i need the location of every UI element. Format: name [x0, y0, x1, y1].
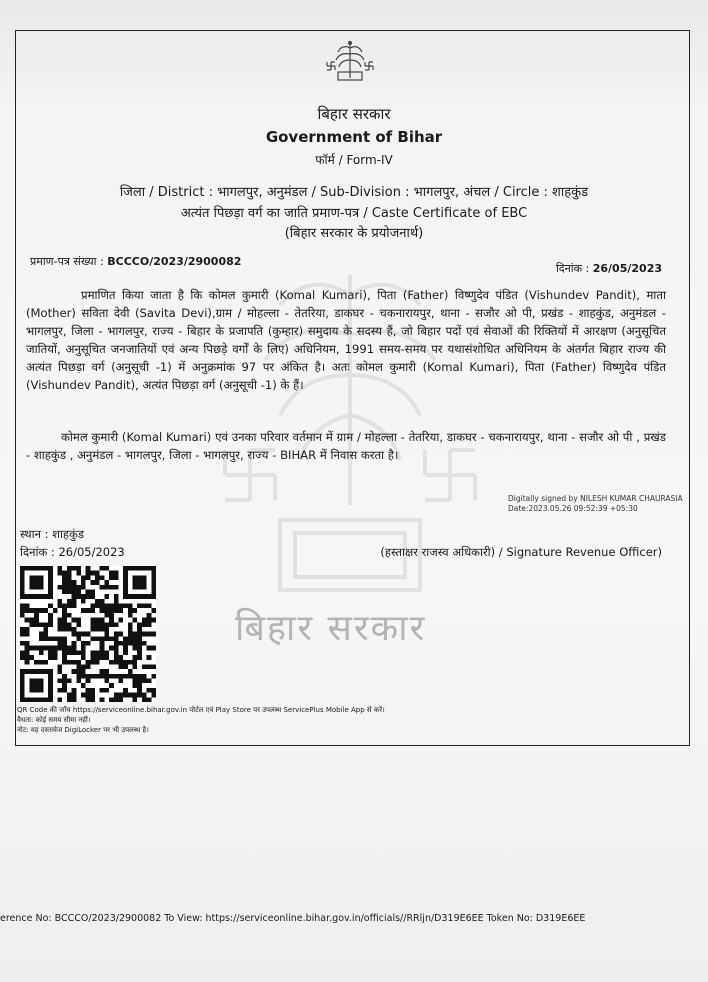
digital-signature [508, 494, 683, 514]
certificate-number-value: BCCCO/2023/2900082 [107, 255, 242, 268]
certificate-purpose: (बिहार सरकार के प्रयोजनार्थ) [284, 226, 424, 241]
bihar-emblem-icon [322, 38, 378, 88]
place-of-issue: स्थान : शाहकुंड [20, 527, 85, 541]
officer-signature: (हस्ताक्षर राजस्व अधिकारी) / Signature Revenue Officer) [380, 545, 662, 559]
reference-footer: erence No: BCCCO/2023/2900082 To View: https://serviceonline.bihar.gov.in/officials//RRljn/D319E6EE Token No: D319E6EE [0, 913, 586, 924]
issue-date-label: दिनांक : [555, 262, 590, 275]
qr-note-line2: वैधता: कोई समय सीमा नहीं। [17, 716, 91, 724]
certificate-number [30, 254, 241, 269]
qr-code [20, 566, 156, 702]
footer-date: दिनांक : 26/05/2023 [20, 545, 125, 559]
jurisdiction-line: जिला / District : भागलपुर, अनुमंडल / Sub-Division : भागलपुर, अंचल / Circle : शाहकुंड [119, 185, 589, 200]
residence-paragraph: कोमल कुमारी (Komal Kumari) एवं उनका परिवार वर्तमान में ग्राम / मोहल्ला - तेतरिया, डाकघर - चकनारायपुर, थाना - सजौर ओ पी , प्रखंड - शाहकुंड , अनुमंडल - भागलपुर, जिला - भागलपुर, राज्य - BIHAR में निवास करता है। [26, 430, 666, 462]
government-hindi: बिहार सरकार [317, 105, 391, 123]
issue-date-value: 26/05/2023 [592, 262, 662, 275]
watermark-text: बिहार सरकार [235, 608, 427, 649]
issue-date [556, 261, 662, 276]
certificate-title: अत्यंत पिछड़ा वर्ग का जाति प्रमाण-पत्र / Caste Certificate of EBC [180, 206, 528, 221]
digital-signature-signer: Digitally signed by NILESH KUMAR CHAURASIA [508, 494, 683, 503]
form-number: फॉर्म / Form-IV [315, 153, 393, 167]
qr-note-line3: नोट: यह दस्तावेज DigiLocker पर भी उपलब्ध है। [17, 726, 149, 734]
qr-note-line1: QR Code की जाँच https://serviceonline.bihar.gov.in पोर्टल एवं Play Store पर उपलब्ध ServicePlus Mobile App से करें। [17, 706, 385, 714]
certificate-number-label: प्रमाण-पत्र संख्या : [30, 255, 104, 268]
government-english: Government of Bihar [265, 128, 443, 146]
digital-signature-date: Date:2023.05.26 09:52:39 +05:30 [508, 504, 638, 513]
qr-verification-note [17, 705, 385, 735]
certification-paragraph: प्रमाणित किया जाता है कि कोमल कुमारी (Komal Kumari), पिता (Father) विष्णुदेव पंडित (Vishundev Pandit), माता (Mother) सविता देवी (Savita Devi),ग्राम / मोहल्ला - तेतरिया, डाकघर - चकनारायपुर, थाना - सजौर ओ पी, प्रखंड - शाहकुंड, अनुमंडल - भागलपुर, जिला - भागलपुर, राज्य - बिहार के प्रजापति (कुम्हार) समुदाय के सदस्य हैं, जो बिहार पदों एवं सेवाओं की रिक्तियों में आरक्षण (अनुसूचित जातियों, अनुसूचित जनजातियों एवं अन्य पिछड़े वर्गों के लिए) अधिनियम, 1991 समय-समय पर यथासंशोधित अधिनियम के अंतर्गत बिहार राज्य की अत्यंत पिछड़ा वर्ग (अनुसूची -1) में अनुक्रमांक 97 पर अंकित है। अतः कोमल कुमारी (Komal Kumari), पिता (Father) विष्णुदेव पंडित (Vishundev Pandit), अत्यंत पिछड़ा वर्ग (अनुसूची -1) के हैं। [26, 288, 666, 392]
